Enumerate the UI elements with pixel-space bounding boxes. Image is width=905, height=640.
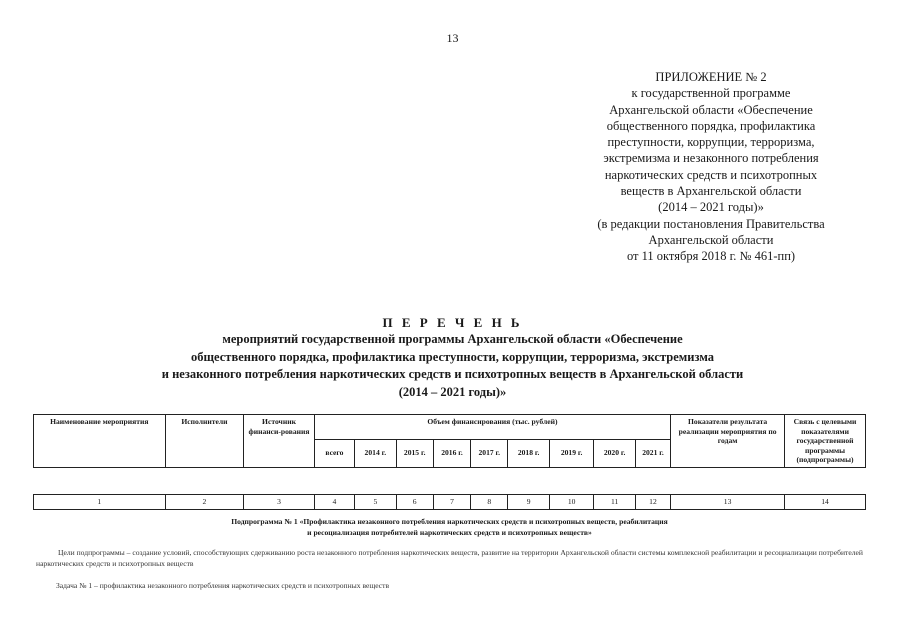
header-executors: Исполнители <box>165 415 244 468</box>
table-column-numbers-row <box>34 494 866 509</box>
appendix-block <box>548 69 874 265</box>
appendix-line: (в редакции постановления Правительства <box>597 216 825 231</box>
column-number: 13 <box>671 494 785 509</box>
year-header: 2021 г. <box>635 439 670 467</box>
appendix-line: Архангельской области «Обеспечение <box>609 102 813 117</box>
document-title <box>0 314 905 401</box>
title-line: и незаконного потребления наркотических средств и психотропных веществ в Архангельской области <box>161 367 744 381</box>
page-number: 13 <box>446 31 459 45</box>
subprogram-heading <box>33 517 866 538</box>
column-number: 6 <box>396 494 433 509</box>
title-line: общественного порядка, профилактика преступности, коррупции, терроризма, экстремизма <box>191 349 714 364</box>
column-number: 1 <box>34 494 166 509</box>
header-name: Наименование мероприятия <box>34 415 166 468</box>
appendix-line: веществ в Архангельской области <box>620 184 802 199</box>
table-header-row <box>34 415 866 440</box>
year-header: 2014 г. <box>355 439 396 467</box>
column-number: 7 <box>433 494 470 509</box>
table-spacer-row <box>34 467 866 494</box>
header-link: Связь с целевыми показателями государственной программы (подпрограммы) <box>785 415 866 468</box>
year-header: 2016 г. <box>433 439 470 467</box>
table-spacer <box>34 467 866 494</box>
appendix-line: (2014 – 2021 годы)» <box>658 200 764 215</box>
year-header: 2020 г. <box>594 439 635 467</box>
header-source: Источник финанси-рования <box>244 415 314 468</box>
column-number: 9 <box>508 494 549 509</box>
appendix-line: ПРИЛОЖЕНИЕ № 2 <box>655 70 767 84</box>
appendix-line: к государственной программе <box>631 86 791 101</box>
appendix-line: наркотических средств и психотропных <box>604 167 818 182</box>
subprogram-task: Задача № 1 – профилактика незаконного потребления наркотических средств и психотропных веществ <box>56 581 390 590</box>
appendix-line: от 11 октября 2018 г. № 461-пп) <box>626 249 796 264</box>
appendix-line: Архангельской области <box>648 232 774 247</box>
header-funding: Объем финансирования (тыс. рублей) <box>314 415 670 440</box>
appendix-line: экстремизма и незаконного потребления <box>603 151 819 166</box>
title-line: (2014 – 2021 годы)» <box>398 384 507 399</box>
year-header: 2015 г. <box>396 439 433 467</box>
header-results: Показатели результата реализации мероприятия по годам <box>671 415 785 468</box>
year-header: 2017 г. <box>471 439 508 467</box>
column-number: 10 <box>549 494 594 509</box>
column-number: 14 <box>785 494 866 509</box>
column-number: 2 <box>165 494 244 509</box>
year-header: 2018 г. <box>508 439 549 467</box>
column-number: 8 <box>471 494 508 509</box>
column-number: 12 <box>635 494 670 509</box>
appendix-line: общественного порядка, профилактика <box>606 118 816 133</box>
year-header: всего <box>314 439 354 467</box>
appendix-line: преступности, коррупции, терроризма, <box>607 135 815 150</box>
title-line: мероприятий государственной программы Архангельской области «Обеспечение <box>222 332 683 346</box>
subprogram-line: и ресоциализация потребителей наркотических средств и психотропных веществ» <box>307 527 592 537</box>
column-number: 3 <box>244 494 314 509</box>
activities-table <box>33 414 866 510</box>
subprogram-line: Подпрограмма № 1 «Профилактика незаконного потребления наркотических средств и психотропных веществ, реабилитация <box>231 517 668 526</box>
subprogram-goal: Цели подпрограммы – создание условий, способствующих сдерживанию роста незаконного потребления наркотических веществ, развитие на территории Архангельской области системы комплексной реабилитации и ресоциализации потребителей наркотических средств и психотропных веществ <box>36 548 863 568</box>
column-number: 5 <box>355 494 396 509</box>
column-number: 4 <box>314 494 354 509</box>
year-header: 2019 г. <box>549 439 594 467</box>
title-heading: П Е Р Е Ч Е Н Ь <box>382 315 523 330</box>
column-number: 11 <box>594 494 635 509</box>
